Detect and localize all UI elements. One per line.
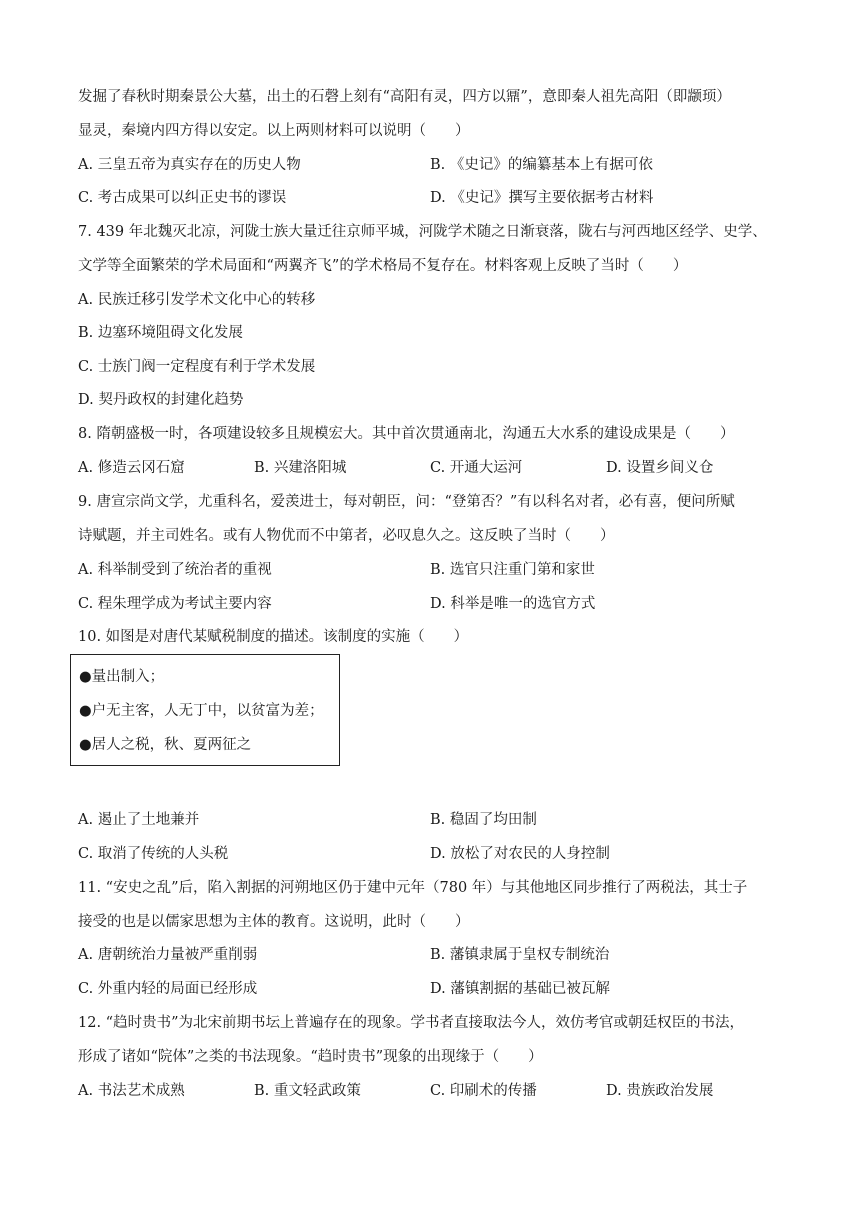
q11-stem-line2: 接受的也是以儒家思想为主体的教育。这说明，此时（ ） [78, 914, 470, 930]
q9-option-a: A. 科举制受到了统治者的重视 [78, 562, 272, 578]
q12-stem-line1: 12. “趋时贵书”为北宋前期书坛上普遍存在的现象。学书者直接取法今人，效仿考官或朝廷权臣的书法， [78, 1015, 744, 1031]
q11-option-a: A. 唐朝统治力量被严重削弱 [78, 947, 258, 963]
q7-option-a: A. 民族迁移引发学术文化中心的转移 [78, 292, 316, 308]
q8-option-d: D. 设置乡间义仓 [606, 460, 714, 476]
q11-stem-line1: 11. “安史之乱”后，陷入割据的河朔地区仍于建中元年（780 年）与其他地区同步推行了两税法，其士子 [78, 880, 748, 896]
q7-stem-line2: 文学等全面繁荣的学术局面和“两翼齐飞”的学术格局不复存在。材料客观上反映了当时（ ） [78, 258, 688, 274]
tax-box-item-1: ●量出制入； [79, 669, 165, 685]
q7-option-b: B. 边塞环境阻碍文化发展 [78, 325, 243, 341]
q8-option-c: C. 开通大运河 [430, 460, 523, 476]
q9-option-b: B. 选官只注重门第和家世 [430, 562, 595, 578]
q12-option-b: B. 重文轻武政策 [254, 1083, 361, 1099]
q12-option-a: A. 书法艺术成熟 [78, 1083, 185, 1099]
q12-stem-line2: 形成了诸如“院体”之类的书法现象。“趋时贵书”现象的出现缘于（ ） [78, 1049, 543, 1065]
q9-stem-line1: 9. 唐宣宗尚文学，尤重科名，爱羡进士，每对朝臣，问：“登第否？”有以科名对者，必有喜，便问所赋 [78, 494, 735, 510]
q9-option-d: D. 科举是唯一的选官方式 [430, 596, 596, 612]
tax-box-item-2: ●户无主客，人无丁中，以贫富为差； [79, 703, 324, 719]
q6-option-d: D. 《史记》撰写主要依据考古材料 [430, 190, 654, 206]
tax-box-item-3: ●居人之税，秋、夏两征之 [79, 737, 252, 753]
q6-stem-line2: 显灵，秦境内四方得以安定。以上两则材料可以说明（ ） [78, 123, 470, 139]
q12-option-d: D. 贵族政治发展 [606, 1083, 714, 1099]
q7-stem-line1: 7. 439 年北魏灭北凉，河陇士族大量迁往京师平城，河陇学术随之日渐衰落，陇右与河西地区经学、史学、 [78, 224, 767, 240]
q10-option-a: A. 遏止了土地兼并 [78, 812, 200, 828]
q10-option-b: B. 稳固了均田制 [430, 812, 537, 828]
q6-stem-line1: 发掘了春秋时期秦景公大墓，出土的石磬上刻有“高阳有灵，四方以鼏”，意即秦人祖先高阳（即颛顼） [78, 89, 731, 105]
q8-stem-line1: 8. 隋朝盛极一时，各项建设较多且规模宏大。其中首次贯通南北，沟通五大水系的建设成果是（ ） [78, 426, 735, 442]
q7-option-c: C. 士族门阀一定程度有利于学术发展 [78, 359, 316, 375]
q6-option-c: C. 考古成果可以纠正史书的谬误 [78, 190, 287, 206]
q6-option-a: A. 三皇五帝为真实存在的历史人物 [78, 157, 301, 173]
q10-stem-line1: 10. 如图是对唐代某赋税制度的描述。该制度的实施（ ） [78, 629, 469, 645]
q11-option-c: C. 外重内轻的局面已经形成 [78, 981, 258, 997]
q12-option-c: C. 印刷术的传播 [430, 1083, 537, 1099]
q9-option-c: C. 程朱理学成为考试主要内容 [78, 596, 272, 612]
q11-option-b: B. 藩镇隶属于皇权专制统治 [430, 947, 610, 963]
q6-option-b: B. 《史记》的编纂基本上有据可依 [430, 157, 653, 173]
q11-option-d: D. 藩镇割据的基础已被瓦解 [430, 981, 610, 997]
q10-option-d: D. 放松了对农民的人身控制 [430, 846, 610, 862]
tax-description-box [70, 654, 340, 766]
q7-option-d: D. 契丹政权的封建化趋势 [78, 392, 244, 408]
q10-option-c: C. 取消了传统的人头税 [78, 846, 229, 862]
q8-option-a: A. 修造云冈石窟 [78, 460, 185, 476]
q8-option-b: B. 兴建洛阳城 [254, 460, 347, 476]
q9-stem-line2: 诗赋题，并主司姓名。或有人物优而不中第者，必叹息久之。这反映了当时（ ） [78, 528, 615, 544]
